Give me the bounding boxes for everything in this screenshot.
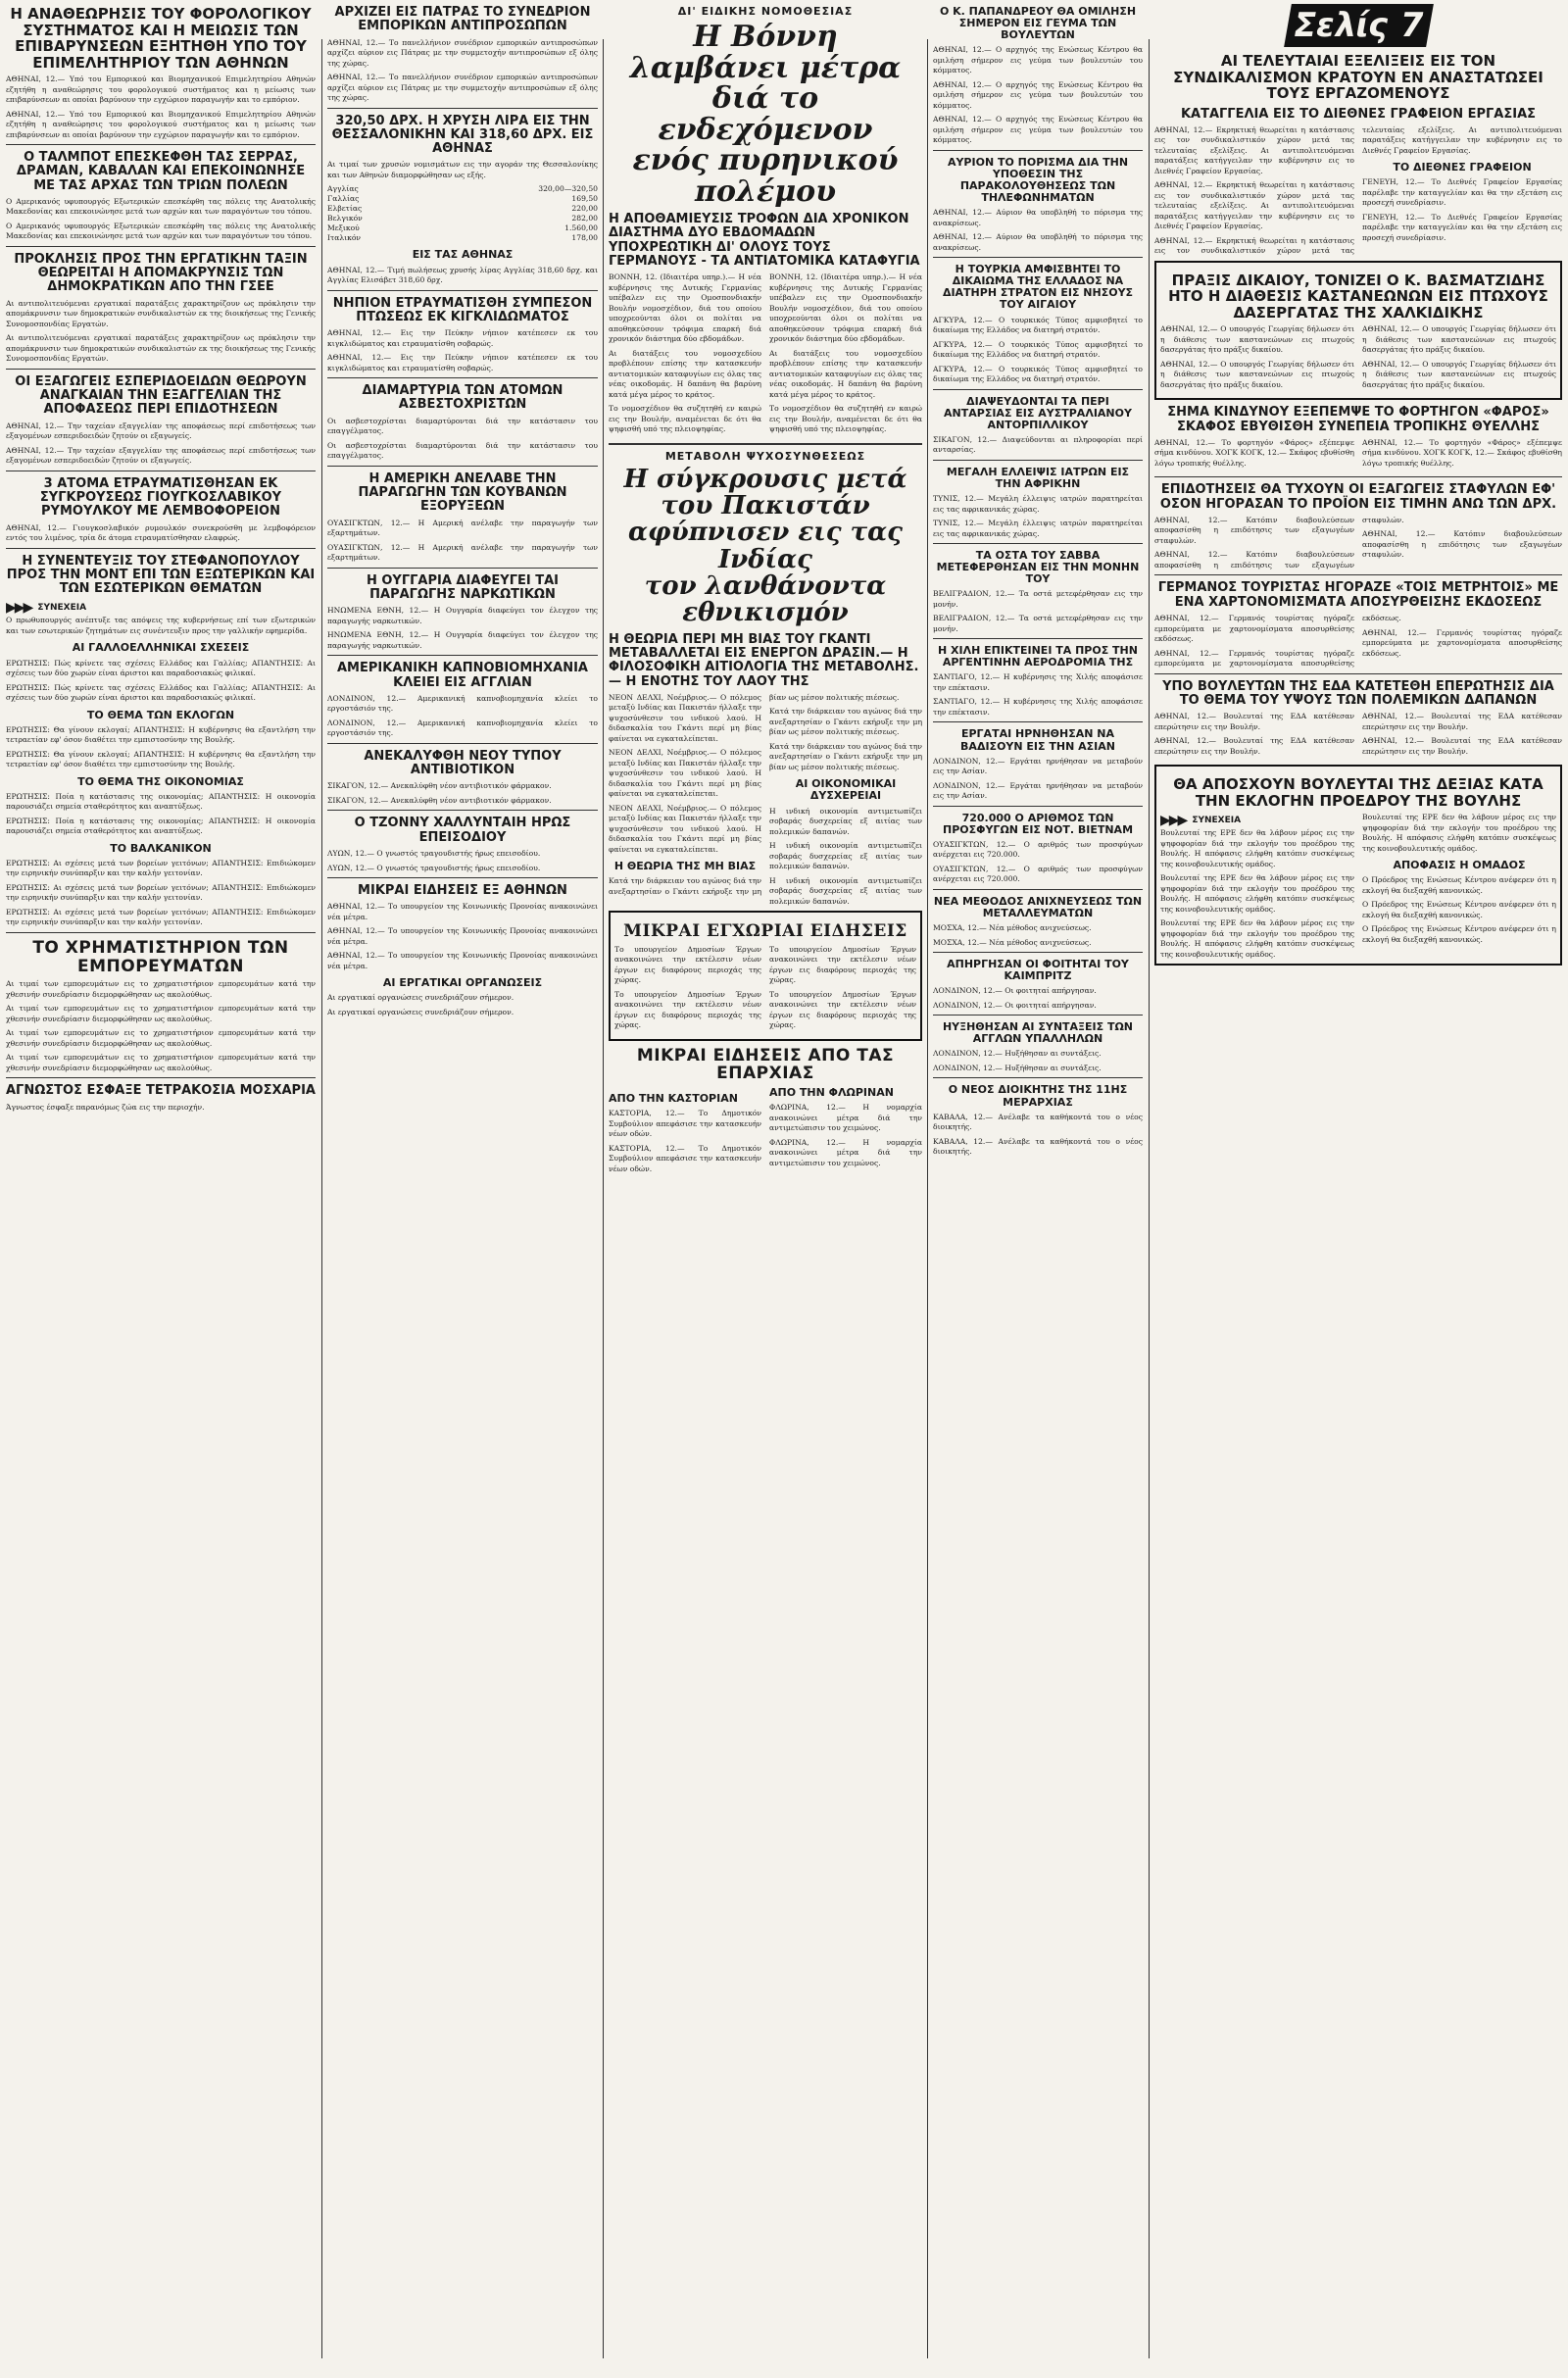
- article-text: ΜΟΣΧΑ, 12.— Νέα μέθοδος ανιχνεύσεως.: [933, 923, 1092, 933]
- article-text: Το νομοσχέδιον θα συζητηθή εν καιρώ εις την Βουλήν, αναμένεται δε ότι θα ψηφισθή υπό της πλειοψηφίας.: [769, 404, 922, 434]
- headline: Η ΤΟΥΡΚΙΑ ΑΜΦΙΣΒΗΤΕΙ ΤΟ ΔΙΚΑΙΩΜΑ ΤΗΣ ΕΛΛΑΔΟΣ ΝΑ ΔΙΑΤΗΡΗ ΣΤΡΑΤΟΝ ΕΙΣ ΝΗΣΟΥΣ ΤΟΥ ΑΙΓΑΙΟΥ: [942, 263, 1134, 312]
- headline: ΑΙ ΤΕΛΕΥΤΑΙΑΙ ΕΞΕΛΙΞΕΙΣ ΕΙΣ ΤΟΝ ΣΥΝΔΙΚΑΛΙΣΜΟΝ ΚΡΑΤΟΥΝ ΕΝ ΑΝΑΣΤΑΤΩΣΕΙ ΤΟΥΣ ΕΡΓΑΖΟΜΕΝΟΥΣ: [1173, 52, 1544, 102]
- subheading: ΑΠΟ ΤΗΝ ΚΑΣΤΟΡΙΑΝ: [609, 1092, 738, 1106]
- article-text: ΑΘΗΝΑΙ, 12.— Το υπουργείον της Κοινωνικής Προνοίας ανακοινώνει νέα μέτρα.: [327, 951, 598, 970]
- article-text: ΗΝΩΜΕΝΑ ΕΘΝΗ, 12.— Η Ουγγαρία διαφεύγει τον έλεγχον της παραγωγής ναρκωτικών.: [327, 606, 598, 625]
- headline: Ο ΝΕΟΣ ΔΙΟΙΚΗΤΗΣ ΤΗΣ 11ΗΣ ΜΕΡΑΡΧΙΑΣ: [948, 1083, 1128, 1109]
- gold-rates-table: [327, 184, 598, 243]
- column-5: [1154, 0, 1562, 2378]
- headline: ΓΕΡΜΑΝΟΣ ΤΟΥΡΙΣΤΑΣ ΗΓΟΡΑΖΕ «ΤΟΙΣ ΜΕΤΡΗΤΟΙΣ» ΜΕ ΕΝΑ ΧΑΡΤΟΝΟΜΙΣΜΑΤΑ ΑΠΟΣΥΡΘΕΙΣΗΣ ΕΚΔΟΣΕΩΣ: [1157, 580, 1559, 610]
- article-text: ΗΝΩΜΕΝΑ ΕΘΝΗ, 12.— Η Ουγγαρία διαφεύγει τον έλεγχον της παραγωγής ναρκωτικών.: [327, 630, 598, 650]
- subheading: ΑΠΟ ΤΗΝ ΦΛΩΡΙΝΑΝ: [769, 1086, 894, 1100]
- article-text: Ο Πρόεδρος της Ενώσεως Κέντρου ανέφερεν ότι η εκλογή θα διεξαχθή κανονικώς.: [1362, 875, 1556, 895]
- rate-value: 320,00—320,50: [538, 184, 598, 194]
- article-text: ΜΟΣΧΑ, 12.— Νέα μέθοδος ανιχνεύσεως.: [933, 937, 1092, 947]
- article-text: ΑΘΗΝΑΙ, 12.— Τιμή πωλήσεως χρυσής λίρας Αγγλίας 318,60 δρχ. και Αγγλίας Ελισάβετ 318,60 δρχ.: [327, 265, 598, 285]
- headline: ΤΑ ΟΣΤΑ ΤΟΥ ΣΑΒΒΑ ΜΕΤΕΦΕΡΘΗΣΑΝ ΕΙΣ ΤΗΝ ΜΟΝΗΝ ΤΟΥ: [936, 549, 1140, 586]
- article-text: ΑΘΗΝΑΙ, 12.— Ο υπουργός Γεωργίας δήλωσεν ότι η διάθεσις των καστανεώνων εις πτωχούς δασεργάτας ήτο πράξις δικαίου.: [1160, 324, 1354, 355]
- article-text: Αι αντιπολιτευόμεναι εργατικαί παρατάξεις χαρακτηρίζουν ως πρόκλησιν την απομάκρυνσιν των δημοκρατικών συνδικαλιστών εκ της διοικήσεως της Γενικής Συνομοσπονδίας Εργατών.: [6, 333, 316, 364]
- deck: Η ΘΕΩΡΙΑ ΠΕΡΙ ΜΗ ΒΙΑΣ ΤΟΥ ΓΚΑΝΤΙ ΜΕΤΑΒΑΛΛΕΤΑΙ ΕΙΣ ΕΝΕΡΓΟΝ ΔΡΑΣΙΝ.— Η ΦΙΛΟΣΟΦΙΚΗ ΑΙΤΙΟΛΟΓΙΑ ΤΗΣ ΜΕΤΑΒΟΛΗΣ.— Η ΕΝΟΤΗΣ ΤΟΥ ΛΑΟΥ ΤΗΣ: [609, 631, 919, 689]
- article-text: ΕΡΩΤΗΣΙΣ: Αι σχέσεις μετά των βορείων γειτόνων; ΑΠΑΝΤΗΣΙΣ: Επιδιώκομεν την ειρηνικήν συνύπαρξιν και την καλήν γειτονίαν.: [6, 907, 316, 927]
- article-text: ΕΡΩΤΗΣΙΣ: Αι σχέσεις μετά των βορείων γειτόνων; ΑΠΑΝΤΗΣΙΣ: Επιδιώκομεν την ειρηνικήν συνύπαρξιν και την καλήν γειτονίαν.: [6, 882, 316, 903]
- article-text: ΑΘΗΝΑΙ, 12.— Αύριον θα υποβληθή το πόρισμα της ανακρίσεως.: [933, 232, 1143, 252]
- article-text: ΕΡΩΤΗΣΙΣ: Πώς κρίνετε τας σχέσεις Ελλάδος και Γαλλίας; ΑΠΑΝΤΗΣΙΣ: Αι σχέσεις των δύο χωρών είναι άριστοι και παραδοσιακώς φιλικαί.: [6, 658, 316, 678]
- article-text: ΑΘΗΝΑΙ, 12.— Την ταχείαν εξαγγελίαν της αποφάσεως περί επιδοτήσεως των εξαγομένων εσπεριδοειδών ζητούν οι εξαγωγείς.: [6, 445, 316, 466]
- headline: ΘΑ ΑΠΟΣΧΟΥΝ ΒΟΥΛΕΥΤΑΙ ΤΗΣ ΔΕΞΙΑΣ ΚΑΤΑ ΤΗΝ ΕΚΛΟΓΗΝ ΠΡΟΕΔΡΟΥ ΤΗΣ ΒΟΥΛΗΣ: [1173, 775, 1544, 810]
- article-text: Κατά την διάρκειαν του αγώνος διά την ανεξαρτησίαν ο Γκάντι εκήρυξε την μη βίαν ως μέσον πολιτικής πιέσεως.: [769, 707, 922, 737]
- kicker: ΜΕΤΑΒΟΛΗ ΨΥΧΟΣΥΝΘΕΣΕΩΣ: [664, 449, 866, 463]
- box: [609, 911, 922, 1041]
- headline: ΠΡΑΞΙΣ ΔΙΚΑΙΟΥ, ΤΟΝΙΖΕΙ Ο Κ. ΒΑΣΜΑΤΖΙΔΗΣ ΗΤΟ Η ΔΙΑΘΕΣΙΣ ΚΑΣΤΑΝΕΩΝΩΝ ΕΙΣ ΠΤΩΧΟΥΣ ΔΑΣΕΡΓΑΤΑΣ ΤΗΣ ΧΑΛΚΙΔΙΚΗΣ: [1168, 271, 1548, 322]
- arrow-icon: ▶▶▶: [6, 600, 32, 617]
- rate-label: Ιταλικόν: [327, 233, 362, 243]
- headline: ΕΠΙΔΟΤΗΣΕΙΣ ΘΑ ΤΥΧΟΥΝ ΟΙ ΕΞΑΓΩΓΕΙΣ ΣΤΑΦΥΛΩΝ ΕΦ' ΟΣΟΝ ΗΓΟΡΑΣΑΝ ΤΟ ΠΡΟΪΟΝ ΕΙΣ ΤΙΜΗΝ ΑΝΩ ΤΩΝ ΔΡΧ.: [1159, 482, 1557, 512]
- article-text: ΑΘΗΝΑΙ, 12.— Το υπουργείον της Κοινωνικής Προνοίας ανακοινώνει νέα μέτρα.: [327, 902, 598, 921]
- article-text: ΕΡΩΤΗΣΙΣ: Θα γίνουν εκλογαί; ΑΠΑΝΤΗΣΙΣ: Η κυβέρνησις θα εξαντλήση την τετραετίαν εφ' όσον διαθέτει την εμπιστοσύνην της Βουλής.: [6, 724, 316, 745]
- headline: 3 ΑΤΟΜΑ ΕΤΡΑΥΜΑΤΙΣΘΗΣΑΝ ΕΚ ΣΥΓΚΡΟΥΣΕΩΣ ΓΙΟΥΓΚΟΣΛΑΒΙΚΟΥ ΡΥΜΟΥΛΚΟΥ ΜΕ ΛΕΜΒΟΦΟΡΕΙΟΝ: [39, 475, 282, 520]
- subheading: ΑΙ ΕΡΓΑΤΙΚΑΙ ΟΡΓΑΝΩΣΕΙΣ: [382, 976, 543, 990]
- article-text: ΑΓΚΥΡΑ, 12.— Ο τουρκικός Τύπος αμφισβητεί το δικαίωμα της Ελλάδος να διατηρή στρατόν.: [933, 315, 1143, 335]
- column-rule: [1149, 39, 1150, 2358]
- article-text: ΑΘΗΝΑΙ, 12.— Το φορτηγόν «Φάρος» εξέπεμψε σήμα κινδύνου. ΧΟΓΚ ΚΟΓΚ, 12.— Σκάφος εβυθίσθη λόγω τροπικής θυέλλης.: [1154, 437, 1354, 468]
- article-text: ΑΘΗΝΑΙ, 12.— Γερμανός τουρίστας ηγόραζε εμπορεύματα με χαρτονομίσματα αποσυρθείσης εκδόσεως.: [1154, 614, 1354, 644]
- article-text: ΚΑΣΤΟΡΙΑ, 12.— Το Δημοτικόν Συμβούλιον απεφάσισε την κατασκευήν νέων οδών.: [609, 1109, 761, 1139]
- article-text: Το νομοσχέδιον θα συζητηθή εν καιρώ εις την Βουλήν, αναμένεται δε ότι θα ψηφισθή υπό της πλειοψηφίας.: [609, 404, 761, 434]
- rate-row: [327, 233, 598, 243]
- headline: Ο Κ. ΠΑΠΑΝΔΡΕΟΥ ΘΑ ΟΜΙΛΗΣΗ ΣΗΜΕΡΟΝ ΕΙΣ ΓΕΥΜΑ ΤΩΝ ΒΟΥΛΕΥΤΩΝ: [939, 5, 1137, 42]
- article-text: ΒΕΛΙΓΡΑΔΙΟΝ, 12.— Τα οστά μετεφέρθησαν εις την μονήν.: [933, 589, 1143, 609]
- subheading: ΑΙ ΓΑΛΛΟΕΛΛΗΝΙΚΑΙ ΣΧΕΣΕΙΣ: [72, 641, 250, 655]
- article-text: ΒΟΝΝΗ, 12. (Ιδιαιτέρα υπηρ.).— Η νέα κυβέρνησις της Δυτικής Γερμανίας υπέβαλεν εις την Ομοσπονδιακήν Βουλήν νομοσχέδιον, διά του οποίου υποχρεούνται όλοι οι πολίται να αποθηκεύσουν τρόφιμα επαρκή διά χρονικόν διάστημα δύο εβδομάδων.: [609, 272, 761, 344]
- rate-label: Βελγικόν: [327, 214, 363, 223]
- article-text: ΟΥΑΣΙΓΚΤΩΝ, 12.— Η Αμερική ανέλαβε την παραγωγήν των εξαρτημάτων.: [327, 542, 598, 563]
- article-text: ΛΟΝΔΙΝΟΝ, 12.— Οι φοιτηταί απήργησαν.: [933, 1000, 1097, 1010]
- column-4: [933, 0, 1143, 2378]
- headline: ΑΜΕΡΙΚΑΝΙΚΗ ΚΑΠΝΟΒΙΟΜΗΧΑΝΙΑ ΚΛΕΙΕΙ ΕΙΣ ΑΓΓΛΙΑΝ: [337, 661, 588, 690]
- article-text: Αι εργατικαί οργανώσεις συνεδριάζουν σήμερον.: [327, 1007, 514, 1016]
- article-text: ΑΘΗΝΑΙ, 12.— Βουλευταί της ΕΔΑ κατέθεσαν επερώτησιν εις την Βουλήν.: [1362, 736, 1562, 756]
- subheading: Η ΘΕΩΡΙΑ ΤΗΣ ΜΗ ΒΙΑΣ: [613, 860, 757, 873]
- article-text: ΑΘΗΝΑΙ, 12.— Το πανελλήνιον συνέδριον εμπορικών αντιπροσώπων αρχίζει αύριον εις Πάτρας με την συμμετοχήν αντιπροσώπων εξ όλης της χώρας.: [327, 37, 598, 68]
- main-headline: τον λανθάνοντα εθνικισμόν: [644, 571, 887, 628]
- article-text: ΣΑΝΤΙΑΓΟ, 12.— Η κυβέρνησις της Χιλής αποφάσισε την επέκτασιν.: [933, 672, 1143, 692]
- subheading: ΤΟ ΒΑΛΚΑΝΙΚΟΝ: [110, 841, 212, 855]
- headline: ΕΡΓΑΤΑΙ ΗΡΝΗΘΗΣΑΝ ΝΑ ΒΑΔΙΣΟΥΝ ΕΙΣ ΤΗΝ ΑΣΙΑΝ: [960, 727, 1115, 753]
- rate-value: 169,50: [571, 194, 598, 204]
- article-text: ΑΘΗΝΑΙ, 12.— Γιουγκοσλαβικόν ρυμουλκόν συνεκρούσθη με λεμβοφόρειον εντός του λιμένος, τρία δε άτομα ετραυματίσθησαν ελαφρώς.: [6, 522, 316, 543]
- article-text: ΑΘΗΝΑΙ, 12.— Την ταχείαν εξαγγελίαν της αποφάσεως περί επιδοτήσεως των εξαγομένων εσπεριδοειδών ζητούν οι εξαγωγείς.: [6, 421, 316, 441]
- article-text: ΤΥΝΙΣ, 12.— Μεγάλη έλλειψις ιατρών παρατηρείται εις τας αφρικανικάς χώρας.: [933, 519, 1143, 538]
- column-rule: [927, 39, 928, 2358]
- article-text: ΝΕΟΝ ΔΕΛΧΙ, Νοέμβριος.— Ο πόλεμος μεταξύ Ινδίας και Πακιστάν ήλλαξε την ψυχοσύνθεσιν του ινδικού λαού. Η διδασκαλία του Γκάντι περί μη βίας φαίνεται να εγκαταλείπεται.: [609, 748, 761, 799]
- headline: ΜΙΚΡΑΙ ΕΙΔΗΣΕΙΣ ΑΠΟ ΤΑΣ ΕΠΑΡΧΙΑΣ: [636, 1045, 895, 1084]
- article-text: Το υπουργείον Δημοσίων Έργων ανακοινώνει την εκτέλεσιν νέων έργων εις διαφόρους περιοχάς της χώρας.: [614, 989, 761, 1030]
- column-rule: [321, 39, 322, 2358]
- article-text: Αι τιμαί των εμπορευμάτων εις το χρηματιστήριον εμπορευμάτων κατά την χθεσινήν συνεδρίασιν διεμορφώθησαν ως ακολούθως.: [6, 1053, 316, 1072]
- article-text: ΛΟΝΔΙΝΟΝ, 12.— Αμερικανική καπνοβιομηχανία κλείει το εργοστάσιόν της.: [327, 693, 598, 714]
- article-text: Η ινδική οικονομία αντιμετωπίζει σοβαράς δυσχερείας εξ αιτίας των πολεμικών δαπανών.: [769, 806, 922, 836]
- headline: ΥΠΟ ΒΟΥΛΕΥΤΩΝ ΤΗΣ ΕΔΑ ΚΑΤΕΤΕΘΗ ΕΠΕΡΩΤΗΣΙΣ ΔΙΑ ΤΟ ΘΕΜΑ ΤΟΥ ΥΨΟΥΣ ΤΩΝ ΠΟΛΕΜΙΚΩΝ ΔΑΠΑΝΩΝ: [1162, 678, 1554, 708]
- article-text: Κατά την διάρκειαν του αγώνος διά την ανεξαρτησίαν ο Γκάντι εκήρυξε την μη βίαν ως μέσον πολιτικής πιέσεως.: [609, 692, 900, 896]
- headline: Η ΧΙΛΗ ΕΠΙΚΤΕΙΝΕΙ ΤΑ ΠΡΟΣ ΤΗΝ ΑΡΓΕΝΤΙΝΗΝ ΑΕΡΟΔΡΟΜΙΑ ΤΗΣ: [938, 644, 1138, 669]
- article-text: ΑΘΗΝΑΙ, 12.— Το φορτηγόν «Φάρος» εξέπεμψε σήμα κινδύνου. ΧΟΓΚ ΚΟΓΚ, 12.— Σκάφος εβυθίσθη λόγω τροπικής θυέλλης.: [1362, 437, 1562, 468]
- article-text: Ο Πρόεδρος της Ενώσεως Κέντρου ανέφερεν ότι η εκλογή θα διεξαχθή κανονικώς.: [1362, 924, 1556, 944]
- headline: ΣΗΜΑ ΚΙΝΔΥΝΟΥ ΕΞΕΠΕΜΨΕ ΤΟ ΦΟΡΤΗΓΟΝ «ΦΑΡΟΣ» ΣΚΑΦΟΣ ΕΒΥΘΙΣΘΗ ΣΥΝΕΠΕΙΑ ΤΡΟΠΙΚΗΣ ΘΥΕΛΛΗΣ: [1167, 405, 1549, 434]
- headline: Η ΑΝΑΘΕΩΡΗΣΙΣ ΤΟΥ ΦΟΡΟΛΟΓΙΚΟΥ ΣΥΣΤΗΜΑΤΟΣ ΚΑΙ Η ΜΕΙΩΣΙΣ ΤΩΝ ΕΠΙΒΑΡΥΝΣΕΩΝ ΕΞΗΤΗΘΗ ΥΠΟ ΤΟΥ ΕΠΙΜΕΛΗΤΗΡΙΟΥ ΤΩΝ ΑΘΗΝΩΝ: [10, 5, 312, 72]
- box: [1154, 765, 1562, 966]
- article-text: ΒΟΝΝΗ, 12. (Ιδιαιτέρα υπηρ.).— Η νέα κυβέρνησις της Δυτικής Γερμανίας υπέβαλεν εις την Ομοσπονδιακήν Βουλήν νομοσχέδιον, διά του οποίου υποχρεούνται όλοι οι πολίται να αποθηκεύσουν τρόφιμα επαρκή διά χρονικόν διάστημα δύο εβδομάδων.: [769, 272, 922, 344]
- subheading: ΑΙ ΟΙΚΟΝΟΜΙΚΑΙ ΔΥΣΧΕΡΕΙΑΙ: [795, 777, 897, 803]
- article-text: ΛΥΩΝ, 12.— Ο γνωστός τραγουδιστής ήρως επεισοδίου.: [327, 849, 541, 859]
- main-headline: Η σύγκρουσις μετά του Πακιστάν: [623, 464, 907, 521]
- article-text: Αι τιμαί των εμπορευμάτων εις το χρηματιστήριον εμπορευμάτων κατά την χθεσινήν συνεδρίασιν διεμορφώθησαν ως ακολούθως.: [6, 1028, 316, 1048]
- continuation-label: ΣΥΝΕΧΕΙΑ: [1192, 816, 1242, 826]
- column-rule: [603, 39, 604, 2358]
- article-text: Αι εργατικαί οργανώσεις συνεδριάζουν σήμερον.: [327, 993, 514, 1003]
- article-text: ΝΕΟΝ ΔΕΛΧΙ, Νοέμβριος.— Ο πόλεμος μεταξύ Ινδίας και Πακιστάν ήλλαξε την ψυχοσύνθεσιν του ινδικού λαού. Η διδασκαλία του Γκάντι περί μη βίας φαίνεται να εγκαταλείπεται.: [609, 803, 761, 854]
- article-text: Το υπουργείον Δημοσίων Έργων ανακοινώνει την εκτέλεσιν νέων έργων εις διαφόρους περιοχάς της χώρας.: [769, 944, 916, 985]
- subheading: ΤΟ ΘΕΜΑ ΤΩΝ ΕΚΛΟΓΩΝ: [86, 708, 235, 721]
- headline: ΔΙΑΜΑΡΤΥΡΙΑ ΤΩΝ ΑΤΟΜΩΝ ΑΣΒΕΣΤΟΧΡΙΣΤΩΝ: [362, 383, 564, 413]
- headline: 720.000 Ο ΑΡΙΘΜΟΣ ΤΩΝ ΠΡΟΣΦΥΓΩΝ ΕΙΣ ΝΟΤ. ΒΙΕΤΝΑΜ: [942, 811, 1134, 836]
- article-text: ΟΥΑΣΙΓΚΤΩΝ, 12.— Ο αριθμός των προσφύγων ανέρχεται εις 720.000.: [933, 839, 1143, 860]
- article-text: Ο πρωθυπουργός ανέπτυξε τας απόψεις της κυβερνήσεως επί των εξωτερικών και των εσωτερικών ζητημάτων εις συνέντευξιν προς την γαλλικήν εφημερίδα.: [6, 616, 316, 635]
- main-headline: Η Βόννη λαμβάνει μέτρα: [629, 20, 902, 85]
- headline: ΜΕΓΑΛΗ ΕΛΛΕΙΨΙΣ ΙΑΤΡΩΝ ΕΙΣ ΤΗΝ ΑΦΡΙΚΗΝ: [946, 465, 1130, 490]
- article-text: ΣΑΝΤΙΑΓΟ, 12.— Η κυβέρνησις της Χιλής αποφάσισε την επέκτασιν.: [933, 697, 1143, 717]
- rate-row: [327, 184, 598, 194]
- headline: ΑΓΝΩΣΤΟΣ ΕΣΦΑΞΕ ΤΕΤΡΑΚΟΣΙΑ ΜΟΣΧΑΡΙΑ: [6, 1083, 316, 1099]
- headline: ΗΥΞΗΘΗΣΑΝ ΑΙ ΣΥΝΤΑΞΕΙΣ ΤΩΝ ΑΓΓΛΩΝ ΥΠΑΛΛΗΛΩΝ: [942, 1020, 1134, 1046]
- article-text: ΦΛΩΡΙΝΑ, 12.— Η νομαρχία ανακοινώνει μέτρα διά την αντιμετώπισιν του χειμώνος.: [769, 1103, 922, 1133]
- article-text: Βουλευταί της ΕΡΕ δεν θα λάβουν μέρος εις την ψηφοφορίαν διά την εκλογήν του προέδρου της Βουλής. Η απόφασις ελήφθη κατόπιν συσκέψεως της κοινοβουλευτικής ομάδος.: [1160, 828, 1354, 868]
- article-text: ΑΘΗΝΑΙ, 12.— Βουλευταί της ΕΔΑ κατέθεσαν επερώτησιν εις την Βουλήν.: [1154, 736, 1354, 756]
- article-text: ΑΘΗΝΑΙ, 12.— Ο αρχηγός της Ενώσεως Κέντρου θα ομιλήση σήμερον εις γεύμα των βουλευτών του κόμματος.: [933, 79, 1143, 110]
- article-text: ΑΘΗΝΑΙ, 12.— Εκρηκτική θεωρείται η κατάστασις εις τον συνδικαλιστικόν χώρον μετά τας τελευταίας εξελίξεις. Αι αντιπολιτευόμεναι παρατάξεις κατήγγειλαν την κυβέρνησιν εις το Διεθνές Γραφείον Εργασίας.: [1154, 180, 1354, 231]
- article-text: ΑΘΗΝΑΙ, 12.— Εις την Πεύκην νήπιον κατέπεσεν εκ του κιγκλιδώματος και ετραυματίσθη σοβαρώς.: [327, 328, 598, 348]
- rate-label: Ελβετίας: [327, 204, 363, 214]
- rate-label: Μεξικού: [327, 223, 360, 233]
- article-text: ΛΟΝΔΙΝΟΝ, 12.— Αμερικανική καπνοβιομηχανία κλείει το εργοστάσιόν της.: [327, 718, 598, 738]
- rate-label: Αγγλίας: [327, 184, 359, 194]
- rate-row: [327, 194, 598, 204]
- article-text: Ο Αμερικανός υφυπουργός Εξωτερικών επεσκέφθη τας πόλεις της Ανατολικής Μακεδονίας και επεκοινώνησε μετά των αρχών και των παραγόντων του τόπου.: [6, 196, 316, 217]
- article-text: Αι αντιπολιτευόμεναι εργατικαί παρατάξεις χαρακτηρίζουν ως πρόκλησιν την απομάκρυνσιν των δημοκρατικών συνδικαλιστών εκ της διοικήσεως της Γενικής Συνομοσπονδίας Εργατών.: [6, 298, 316, 328]
- subheading: ΤΟ ΔΙΕΘΝΕΣ ΓΡΑΦΕΙΟΝ: [1393, 161, 1532, 174]
- article-text: ΓΕΝΕΥΗ, 12.— Το Διεθνές Γραφείον Εργασίας παρέλαβε την καταγγελίαν και θα την εξετάση εις προσεχή συνεδρίασιν.: [1362, 177, 1562, 208]
- subheading: ΤΟ ΘΕΜΑ ΤΗΣ ΟΙΚΟΝΟΜΙΑΣ: [77, 774, 244, 788]
- continuation-label: ΣΥΝΕΧΕΙΑ: [37, 603, 87, 614]
- arrow-icon: ▶▶▶: [1160, 813, 1187, 829]
- article-text: Ο Πρόεδρος της Ενώσεως Κέντρου ανέφερεν ότι η εκλογή θα διεξαχθή κανονικώς.: [1362, 900, 1556, 919]
- article-text: ΑΘΗΝΑΙ, 12.— Ο υπουργός Γεωργίας δήλωσεν ότι η διάθεσις των καστανεώνων εις πτωχούς δασεργάτας ήτο πράξις δικαίου.: [1362, 359, 1556, 389]
- article-text: ΕΡΩΤΗΣΙΣ: Ποία η κατάστασις της οικονομίας; ΑΠΑΝΤΗΣΙΣ: Η οικονομία παρουσιάζει σημεία σταθερότητος και αναπτύξεως.: [6, 791, 316, 812]
- subheading: ΕΙΣ ΤΑΣ ΑΘΗΝΑΣ: [412, 248, 514, 262]
- page-banner: Σελίς 7: [1284, 4, 1433, 47]
- article-text: ΑΘΗΝΑΙ, 12.— Υπό του Εμπορικού και Βιομηχανικού Επιμελητηρίου Αθηνών εζητήθη η αναθεώρησις του φορολογικού συστήματος και η μείωσις των επιβαρύνσεων αι οποίαι βαρύνουν την εγχώριον παραγωγήν και το εμπόριον.: [6, 74, 316, 104]
- article-text: Το υπουργείον Δημοσίων Έργων ανακοινώνει την εκτέλεσιν νέων έργων εις διαφόρους περιοχάς της χώρας.: [769, 989, 916, 1030]
- article-text: Αι τιμαί των χρυσών νομισμάτων εις την αγοράν της Θεσσαλονίκης και των Αθηνών διαμορφώθησαν ως εξής.: [327, 160, 598, 179]
- kicker: ΔΙ' ΕΙΔΙΚΗΣ ΝΟΜΟΘΕΣΙΑΣ: [677, 5, 854, 18]
- article-text: ΟΥΑΣΙΓΚΤΩΝ, 12.— Η Αμερική ανέλαβε την παραγωγήν των εξαρτημάτων.: [327, 518, 598, 538]
- article-text: ΑΘΗΝΑΙ, 12.— Εκρηκτική θεωρείται η κατάστασις εις τον συνδικαλιστικόν χώρον μετά τας τελευταίας εξελίξεις. Αι αντιπολιτευόμεναι παρατάξεις κατήγγειλαν την κυβέρνησιν εις το Διεθνές Γραφείον Εργασίας.: [1154, 124, 1354, 175]
- rate-value: 282,00: [571, 214, 598, 223]
- article-text: Η ινδική οικονομία αντιμετωπίζει σοβαράς δυσχερείας εξ αιτίας των πολεμικών δαπανών.: [769, 875, 922, 906]
- article-text: ΑΘΗΝΑΙ, 12.— Γερμανός τουρίστας ηγόραζε εμπορεύματα με χαρτονομίσματα αποσυρθείσης εκδόσεως.: [1362, 627, 1562, 658]
- article-text: Ο Αμερικανός υφυπουργός Εξωτερικών επεσκέφθη τας πόλεις της Ανατολικής Μακεδονίας και επεκοινώνησε μετά των αρχών και των παραγόντων του τόπου.: [6, 221, 316, 241]
- headline: Η ΑΜΕΡΙΚΗ ΑΝΕΛΑΒΕ ΤΗΝ ΠΑΡΑΓΩΓΗΝ ΤΩΝ ΚΟΥΒΑΝΩΝ ΕΞΟΡΥΞΕΩΝ: [358, 471, 567, 515]
- article-text: ΛΟΝΔΙΝΟΝ, 12.— Ηυξήθησαν αι συντάξεις.: [933, 1049, 1102, 1059]
- article-text: Βουλευταί της ΕΡΕ δεν θα λάβουν μέρος εις την ψηφοφορίαν διά την εκλογήν του προέδρου της Βουλής. Η απόφασις ελήφθη κατόπιν συσκέψεως της κοινοβουλευτικής ομάδος.: [1362, 813, 1556, 853]
- article-text: ΑΘΗΝΑΙ, 12.— Ο υπουργός Γεωργίας δήλωσεν ότι η διάθεσις των καστανεώνων εις πτωχούς δασεργάτας ήτο πράξις δικαίου.: [1362, 324, 1556, 355]
- article-text: Βουλευταί της ΕΡΕ δεν θα λάβουν μέρος εις την ψηφοφορίαν διά την εκλογήν του προέδρου της Βουλής. Η απόφασις ελήφθη κατόπιν συσκέψεως της κοινοβουλευτικής ομάδος.: [1160, 918, 1354, 959]
- headline: ΑΠΗΡΓΗΣΑΝ ΟΙ ΦΟΙΤΗΤΑΙ ΤΟΥ ΚΑΙΜΠΡΙΤΖ: [947, 958, 1129, 983]
- rate-value: 178,00: [571, 233, 598, 243]
- article-text: ΕΡΩΤΗΣΙΣ: Πώς κρίνετε τας σχέσεις Ελλάδος και Γαλλίας; ΑΠΑΝΤΗΣΙΣ: Αι σχέσεις των δύο χωρών είναι άριστοι και παραδοσιακώς φιλικαί.: [6, 682, 316, 703]
- article-text: ΦΛΩΡΙΝΑ, 12.— Η νομαρχία ανακοινώνει μέτρα διά την αντιμετώπισιν του χειμώνος.: [769, 1137, 922, 1167]
- article-text: ΣΙΚΑΓΟΝ, 12.— Ανεκαλύφθη νέον αντιβιοτικόν φάρμακον.: [327, 795, 552, 805]
- article-text: ΑΓΚΥΡΑ, 12.— Ο τουρκικός Τύπος αμφισβητεί το δικαίωμα της Ελλάδος να διατηρή στρατόν.: [933, 364, 1143, 384]
- article-text: Το υπουργείον Δημοσίων Έργων ανακοινώνει την εκτέλεσιν νέων έργων εις διαφόρους περιοχάς της χώρας.: [614, 944, 761, 985]
- rate-label: Γαλλίας: [327, 194, 360, 204]
- headline: Ο ΤΖΟΝΝΥ ΧΑΛΛΥΝΤΑΙΗ ΗΡΩΣ ΕΠΕΙΣΟΔΙΟΥ: [354, 816, 571, 845]
- article-text: ΑΘΗΝΑΙ, 12.— Υπό του Εμπορικού και Βιομηχανικού Επιμελητηρίου Αθηνών εζητήθη η αναθεώρησις του φορολογικού συστήματος και η μείωσις των επιβαρύνσεων αι οποίαι βαρύνουν την εγχώριον παραγωγήν και το εμπόριον.: [6, 109, 316, 139]
- article-text: ΒΕΛΙΓΡΑΔΙΟΝ, 12.— Τα οστά μετεφέρθησαν εις την μονήν.: [933, 614, 1143, 633]
- article-text: ΝΕΟΝ ΔΕΛΧΙ, Νοέμβριος.— Ο πόλεμος μεταξύ Ινδίας και Πακιστάν ήλλαξε την ψυχοσύνθεσιν του ινδικού λαού. Η διδασκαλία του Γκάντι περί μη βίας φαίνεται να εγκαταλείπεται.: [609, 692, 761, 743]
- article-text: ΑΘΗΝΑΙ, 12.— Αύριον θα υποβληθή το πόρισμα της ανακρίσεως.: [933, 208, 1143, 227]
- deck: Η ΑΠΟΘΑΜΙΕΥΣΙΣ ΤΡΟΦΩΝ ΔΙΑ ΧΡΟΝΙΚΟΝ ΔΙΑΣΤΗΜΑ ΔΥΟ ΕΒΔΟΜΑΔΩΝ ΥΠΟΧΡΕΩΤΙΚΗ ΔΙ' ΟΛΟΥΣ ΤΟΥΣ ΓΕΡΜΑΝΟΥΣ - ΤΑ ΑΝΤΙΑΤΟΜΙΚΑ ΚΑΤΑΦΥΓΙΑ: [609, 212, 920, 269]
- rate-row: [327, 204, 598, 214]
- column-1: [6, 0, 316, 2378]
- headline: ΑΝΕΚΑΛΥΦΘΗ ΝΕΟΥ ΤΥΠΟΥ ΑΝΤΙΒΙΟΤΙΚΟΝ: [364, 748, 562, 778]
- headline: ΜΙΚΡΑΙ ΕΙΔΗΣΕΙΣ ΕΞ ΑΘΗΝΩΝ: [358, 883, 567, 899]
- article-text: ΑΘΗΝΑΙ, 12.— Εκρηκτική θεωρείται η κατάστασις εις τον συνδικαλιστικόν χώρον μετά τας τελευταίας εξελίξεις. Αι αντιπολιτευόμεναι παρατάξεις κατήγγειλαν την κυβέρνησιν εις το Διεθνές Γραφείον Εργασίας.: [1154, 124, 1562, 256]
- article-text: ΑΘΗΝΑΙ, 12.— Κατόπιν διαβουλεύσεων αποφασίσθη η επιδότησις των εξαγωγέων σταφυλών.: [1154, 515, 1404, 570]
- article-text: Βουλευταί της ΕΡΕ δεν θα λάβουν μέρος εις την ψηφοφορίαν διά την εκλογήν του προέδρου της Βουλής. Η απόφασις ελήφθη κατόπιν συσκέψεως της κοινοβουλευτικής ομάδος.: [1160, 873, 1354, 914]
- column-2: [327, 0, 598, 2378]
- article-text: ΕΡΩΤΗΣΙΣ: Αι σχέσεις μετά των βορείων γειτόνων; ΑΠΑΝΤΗΣΙΣ: Επιδιώκομεν την ειρηνικήν συνύπαρξιν και την καλήν γειτονίαν.: [6, 858, 316, 878]
- article-text: ΑΘΗΝΑΙ, 12.— Το πανελλήνιον συνέδριον εμπορικών αντιπροσώπων αρχίζει αύριον εις Πάτρας με την συμμετοχήν αντιπροσώπων εξ όλης της χώρας.: [327, 73, 598, 103]
- article-text: Αι τιμαί των εμπορευμάτων εις το χρηματιστήριον εμπορευμάτων κατά την χθεσινήν συνεδρίασιν διεμορφώθησαν ως ακολούθως.: [6, 979, 316, 999]
- article-text: ΛΟΝΔΙΝΟΝ, 12.— Οι φοιτηταί απήργησαν.: [933, 986, 1097, 996]
- article-text: ΣΙΚΑΓΟΝ, 12.— Ανεκαλύφθη νέον αντιβιοτικόν φάρμακον.: [327, 781, 552, 791]
- headline: ΚΑΤΑΓΓΕΛΙΑ ΕΙΣ ΤΟ ΔΙΕΘΝΕΣ ΓΡΑΦΕΙΟΝ ΕΡΓΑΣΙΑΣ: [1180, 106, 1537, 122]
- main-headline: διά το ενδεχόμενον: [658, 81, 873, 147]
- main-headline: ενός πυρηνικού πολέμου: [632, 143, 899, 209]
- article-text: ΑΘΗΝΑΙ, 12.— Το υπουργείον της Κοινωνικής Προνοίας ανακοινώνει νέα μέτρα.: [327, 926, 598, 946]
- headline: Η ΟΥΓΓΑΡΙΑ ΔΙΑΦΕΥΓΕΙ ΤΑΙ ΠΑΡΑΓΩΓΗΣ ΝΑΡΚΩΤΙΚΩΝ: [366, 572, 560, 602]
- article-text: ΑΘΗΝΑΙ, 12.— Γερμανός τουρίστας ηγόραζε εμπορεύματα με χαρτονομίσματα αποσυρθείσης εκδόσεως.: [1154, 614, 1401, 669]
- article-text: ΛΟΝΔΙΝΟΝ, 12.— Εργάται ηρνήθησαν να μεταβούν εις την Ασίαν.: [933, 780, 1143, 801]
- article-text: ΛΟΝΔΙΝΟΝ, 12.— Εργάται ηρνήθησαν να μεταβούν εις την Ασίαν.: [933, 756, 1143, 776]
- headline: ΑΡΧΙΖΕΙ ΕΙΣ ΠΑΤΡΑΣ ΤΟ ΣΥΝΕΔΡΙΟΝ ΕΜΠΟΡΙΚΩΝ ΑΝΤΙΠΡΟΣΩΠΩΝ: [334, 5, 591, 34]
- article-text: ΤΥΝΙΣ, 12.— Μεγάλη έλλειψις ιατρών παρατηρείται εις τας αφρικανικάς χώρας.: [933, 494, 1143, 514]
- article-text: ΑΘΗΝΑΙ, 12.— Ο αρχηγός της Ενώσεως Κέντρου θα ομιλήση σήμερον εις γεύμα των βουλευτών του κόμματος.: [933, 115, 1143, 145]
- article-text: Αι τιμαί των εμπορευμάτων εις το χρηματιστήριον εμπορευμάτων κατά την χθεσινήν συνεδρίασιν διεμορφώθησαν ως ακολούθως.: [6, 1004, 316, 1023]
- article-text: ΛΟΝΔΙΝΟΝ, 12.— Ηυξήθησαν αι συντάξεις.: [933, 1063, 1102, 1072]
- article-text: ΑΘΗΝΑΙ, 12.— Ο αρχηγός της Ενώσεως Κέντρου θα ομιλήση σήμερον εις γεύμα των βουλευτών του κόμματος.: [933, 45, 1143, 75]
- headline: 320,50 ΔΡΧ. Η ΧΡΥΣΗ ΛΙΡΑ ΕΙΣ ΤΗΝ ΘΕΣΣΑΛΟΝΙΚΗΝ ΚΑΙ 318,60 ΔΡΧ. ΕΙΣ ΑΘΗΝΑΣ: [331, 113, 594, 157]
- article-text: Άγνωστος έσφαξε παρανόμως ζώα εις την περιοχήν.: [6, 1102, 205, 1112]
- rate-value: 1.560,00: [564, 223, 598, 233]
- headline: ΝΕΑ ΜΕΘΟΔΟΣ ΑΝΙΧΝΕΥΣΕΩΣ ΤΩΝ ΜΕΤΑΛΛΕΥΜΑΤΩΝ: [933, 894, 1143, 919]
- headline: ΟΙ ΕΞΑΓΩΓΕΙΣ ΕΣΠΕΡΙΔΟΕΙΔΩΝ ΘΕΩΡΟΥΝ ΑΝΑΓΚΑΙΑΝ ΤΗΝ ΕΞΑΓΓΕΛΙΑΝ ΤΗΣ ΑΠΟΦΑΣΕΩΣ ΠΕΡΙ ΕΠΙΔΟΤΗΣΕΩΝ: [15, 373, 307, 418]
- column-3: [609, 0, 922, 2378]
- article-text: Οι ασβεστοχρίσται διαμαρτύρονται διά την κατάστασιν του επαγγέλματος.: [327, 440, 598, 461]
- headline: ΝΗΠΙΟΝ ΕΤΡΑΥΜΑΤΙΣΘΗ ΣΥΜΠΕΣΟΝ ΠΤΩΣΕΩΣ ΕΚ ΚΙΓΚΛΙΔΩΜΑΤΟΣ: [332, 295, 593, 324]
- article-text: ΚΑΣΤΟΡΙΑ, 12.— Το Δημοτικόν Συμβούλιον απεφάσισε την κατασκευήν νέων οδών.: [609, 1143, 761, 1173]
- subheading: ΑΠΟΦΑΣΙΣ Η ΟΜΑΔΟΣ: [1393, 859, 1526, 872]
- article-text: ΑΘΗΝΑΙ, 12.— Κατόπιν διαβουλεύσεων αποφασίσθη η επιδότησις των εξαγωγέων σταφυλών.: [1362, 529, 1562, 560]
- headline: Η ΣΥΝΕΝΤΕΥΞΙΣ ΤΟΥ ΣΤΕΦΑΝΟΠΟΥΛΟΥ ΠΡΟΣ ΤΗΝ ΜΟΝΤ ΕΠΙ ΤΩΝ ΕΞΩΤΕΡΙΚΩΝ ΚΑΙ ΤΩΝ ΕΣΩΤΕΡΙΚΩΝ ΘΕΜΑΤΩΝ: [6, 553, 316, 597]
- article-text: ΟΥΑΣΙΓΚΤΩΝ, 12.— Ο αριθμός των προσφύγων ανέρχεται εις 720.000.: [933, 864, 1143, 884]
- main-headline: αφύπνισεν εις τας Ινδίας: [628, 518, 903, 574]
- headline: Ο ΤΑΛΜΠΟΤ ΕΠΕΣΚΕΦΘΗ ΤΑΣ ΣΕΡΡΑΣ, ΔΡΑΜΑΝ, ΚΑΒΑΛΑΝ ΚΑΙ ΕΠΕΚΟΙΝΩΝΗΣΕ ΜΕ ΤΑΣ ΑΡΧΑΣ ΤΩΝ ΤΡΙΩΝ ΠΟΛΕΩΝ: [16, 150, 306, 193]
- article-text: Οι ασβεστοχρίσται διαμαρτύρονται διά την κατάστασιν του επαγγέλματος.: [327, 416, 598, 436]
- article-text: ΕΡΩΤΗΣΙΣ: Θα γίνουν εκλογαί; ΑΠΑΝΤΗΣΙΣ: Η κυβέρνησις θα εξαντλήση την τετραετίαν εφ' όσον διαθέτει την εμπιστοσύνην της Βουλής.: [6, 749, 316, 769]
- headline: ΔΙΑΨΕΥΔΟΝΤΑΙ ΤΑ ΠΕΡΙ ΑΝΤΑΡΣΙΑΣ ΕΙΣ ΑΥΣΤΡΑΛΙΑΝΟΥ ΑΝΤΟΡΠΙΛΛΙΚΟΥ: [944, 394, 1132, 431]
- article-text: Η ινδική οικονομία αντιμετωπίζει σοβαράς δυσχερείας εξ αιτίας των πολεμικών δαπανών.: [769, 841, 922, 871]
- article-text: ΑΘΗΝΑΙ, 12.— Ο υπουργός Γεωργίας δήλωσεν ότι η διάθεσις των καστανεώνων εις πτωχούς δασεργάτας ήτο πράξις δικαίου.: [1160, 359, 1354, 389]
- article-text: ΚΑΒΑΛΑ, 12.— Ανέλαβε τα καθήκοντά του ο νέος διοικητής.: [933, 1112, 1143, 1132]
- article-text: ΑΓΚΥΡΑ, 12.— Ο τουρκικός Τύπος αμφισβητεί το δικαίωμα της Ελλάδος να διατηρή στρατόν.: [933, 339, 1143, 360]
- article-text: Αι διατάξεις του νομοσχεδίου προβλέπουν επίσης την κατασκευήν αντιατομικών καταφυγίων εις όλας τας νέας οικοδομάς. Η δαπάνη θα βαρύνη κατά μέγα μέρος το κράτος.: [769, 348, 922, 399]
- box: [1154, 261, 1562, 401]
- headline: ΤΟ ΧΡΗΜΑΤΙΣΤΗΡΙΟΝ ΤΩΝ ΕΜΠΟΡΕΥΜΑΤΩΝ: [32, 937, 289, 976]
- article-text: ΑΘΗΝΑΙ, 12.— Εις την Πεύκην νήπιον κατέπεσεν εκ του κιγκλιδώματος και ετραυματίσθη σοβαρώς.: [327, 353, 598, 372]
- article-text: ΚΑΒΑΛΑ, 12.— Ανέλαβε τα καθήκοντά του ο νέος διοικητής.: [933, 1136, 1143, 1157]
- article-text: Κατά την διάρκειαν του αγώνος διά την ανεξαρτησίαν ο Γκάντι εκήρυξε την μη βίαν ως μέσον πολιτικής πιέσεως.: [769, 741, 922, 771]
- article-text: ΑΘΗΝΑΙ, 12.— Βουλευταί της ΕΔΑ κατέθεσαν επερώτησιν εις την Βουλήν.: [1362, 712, 1562, 731]
- rate-row: [327, 214, 598, 223]
- article-text: ΓΕΝΕΥΗ, 12.— Το Διεθνές Γραφείον Εργασίας παρέλαβε την καταγγελίαν και θα την εξετάση εις προσεχή συνεδρίασιν.: [1362, 212, 1562, 242]
- rate-value: 220,00: [571, 204, 598, 214]
- headline: ΜΙΚΡΑΙ ΕΓΧΩΡΙΑΙ ΕΙΔΗΣΕΙΣ: [623, 921, 907, 942]
- article-text: ΕΡΩΤΗΣΙΣ: Ποία η κατάστασις της οικονομίας; ΑΠΑΝΤΗΣΙΣ: Η οικονομία παρουσιάζει σημεία σταθερότητος και αναπτύξεως.: [6, 816, 316, 836]
- article-text: ΣΙΚΑΓΟΝ, 12.— Διαψεύδονται αι πληροφορίαι περί ανταρσίας.: [933, 434, 1143, 455]
- article-text: ΑΘΗΝΑΙ, 12.— Κατόπιν διαβουλεύσεων αποφασίσθη η επιδότησις των εξαγωγέων σταφυλών.: [1154, 515, 1354, 545]
- article-text: Αι διατάξεις του νομοσχεδίου προβλέπουν επίσης την κατασκευήν αντιατομικών καταφυγίων εις όλας τας νέας οικοδομάς. Η δαπάνη θα βαρύνη κατά μέγα μέρος το κράτος.: [609, 348, 761, 399]
- article-text: ΑΘΗΝΑΙ, 12.— Βουλευταί της ΕΔΑ κατέθεσαν επερώτησιν εις την Βουλήν.: [1154, 712, 1354, 731]
- headline: ΑΥΡΙΟΝ ΤΟ ΠΟΡΙΣΜΑ ΔΙΑ ΤΗΝ ΥΠΟΘΕΣΙΝ ΤΗΣ ΠΑΡΑΚΟΛΟΥΘΗΣΕΩΣ ΤΩΝ ΤΗΛΕΦΩΝΗΜΑΤΩΝ: [947, 155, 1129, 205]
- rate-row: [327, 223, 598, 233]
- headline: ΠΡΟΚΛΗΣΙΣ ΠΡΟΣ ΤΗΝ ΕΡΓΑΤΙΚΗΝ ΤΑΞΙΝ ΘΕΩΡΕΙΤΑΙ Η ΑΠΟΜΑΚΡΥΝΣΙΣ ΤΩΝ ΔΗΜΟΚΡΑΤΙΚΩΝ ΑΠΟ ΤΗΝ ΓΣΕΕ: [14, 251, 308, 295]
- article-text: ΛΥΩΝ, 12.— Ο γνωστός τραγουδιστής ήρως επεισοδίου.: [327, 863, 541, 872]
